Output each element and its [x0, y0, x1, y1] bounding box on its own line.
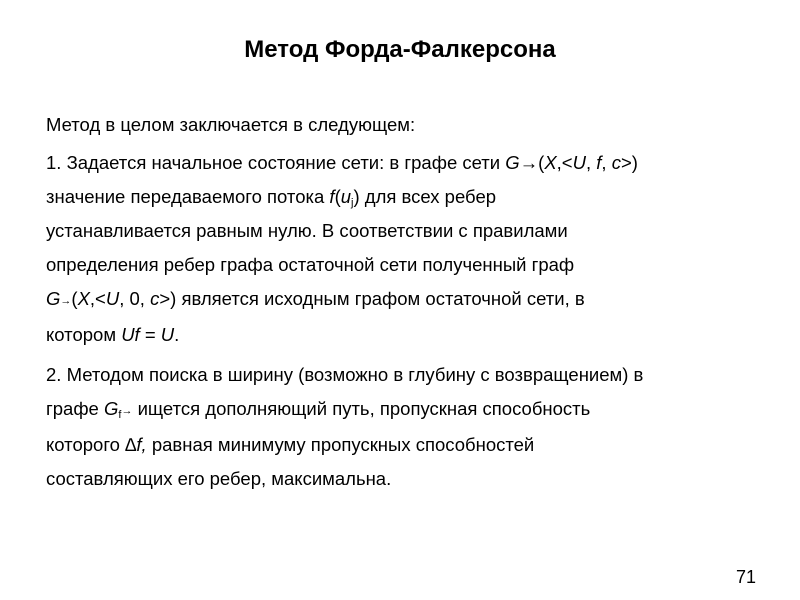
flow-open: (	[334, 186, 341, 207]
intro-paragraph: Метод в целом заключается в следующем:	[46, 114, 416, 135]
step-2-line-3-lead: которого	[46, 434, 120, 455]
equals-sign: =	[139, 324, 161, 345]
residual-graph-symbol: G	[46, 288, 61, 309]
step-1-line-3: устанавливается равным нулю. В соответствии с правилами	[46, 220, 568, 241]
step-1-paragraph	[46, 146, 776, 352]
residual-graph-arrow: →	[60, 295, 72, 307]
step-1-number: 1.	[46, 152, 62, 173]
step-1-line-2	[46, 180, 776, 214]
step-2-line-2-lead: графе	[46, 398, 99, 419]
tuple-close: >)	[620, 152, 638, 173]
step-2-line-2-tail: ищется дополняющий путь, пропускная способность	[137, 398, 591, 419]
step-2-line-3-tail: равная минимуму пропускных способностей	[151, 434, 535, 455]
residual-tuple-x: X	[77, 288, 90, 309]
tuple-x: X	[544, 152, 557, 173]
residual-tuple-u: U	[105, 288, 120, 309]
slide-title: Метод Форда-Фалкерсона	[244, 36, 556, 63]
flow-close: )	[353, 186, 360, 207]
graph-symbol: G	[505, 152, 520, 173]
residual-tuple-sep: ,<	[89, 288, 106, 309]
step-2-line-1-text: Методом поиска в ширину (возможно в глубину с возвращением) в	[66, 364, 644, 385]
uf-symbol: Uf	[121, 324, 140, 345]
step-1-line-1	[46, 146, 776, 180]
delta-f-symbol: ∆f,	[125, 434, 147, 455]
u-symbol: U	[160, 324, 175, 345]
tuple-f: f	[596, 152, 602, 173]
step-2-number: 2.	[46, 364, 62, 385]
graph-arrow: →	[519, 152, 539, 173]
residual-tuple-c: c	[150, 288, 160, 309]
augment-graph-symbol: G	[103, 398, 119, 419]
tuple-sep-1: ,<	[556, 152, 573, 173]
tuple-sep-3: ,	[601, 152, 612, 173]
step-1-line-4: определения ребер графа остаточной сети полученный граф	[46, 254, 575, 275]
tuple-u: U	[572, 152, 586, 173]
residual-tail: является исходным графом остаточной сети, в	[181, 288, 585, 309]
line6-end: .	[174, 324, 180, 345]
slide-body	[46, 108, 776, 496]
flow-f: f	[329, 186, 335, 207]
step-2-line-2	[46, 392, 776, 428]
step-1-line-6	[46, 318, 776, 352]
tuple-sep-2: ,	[585, 152, 597, 173]
page-number: 71	[735, 567, 756, 587]
residual-tuple-close: >)	[159, 288, 177, 309]
step-2-line-3	[46, 428, 776, 462]
flow-u: u	[340, 186, 352, 207]
tuple-c: c	[611, 152, 621, 173]
flow-subscript: j	[351, 197, 354, 209]
step-2-line-4: составляющих его ребер, максимальна.	[46, 468, 392, 489]
step-2-paragraph	[46, 358, 776, 496]
line6-lead: котором	[46, 324, 117, 345]
step-2-line-1	[46, 358, 776, 392]
flow-tail: для всех ребер	[364, 186, 497, 207]
augment-graph-subscript: f	[118, 409, 122, 421]
step-1-line-5	[46, 282, 776, 318]
residual-tuple-open: (	[71, 288, 78, 309]
step-1-lead: Задается начальное состояние сети: в графе сети	[66, 152, 501, 173]
tuple-open: (	[538, 152, 545, 173]
residual-tuple-zero: , 0,	[119, 288, 151, 309]
augment-graph-arrow: →	[121, 405, 133, 417]
flow-description: значение передаваемого потока	[46, 186, 325, 207]
